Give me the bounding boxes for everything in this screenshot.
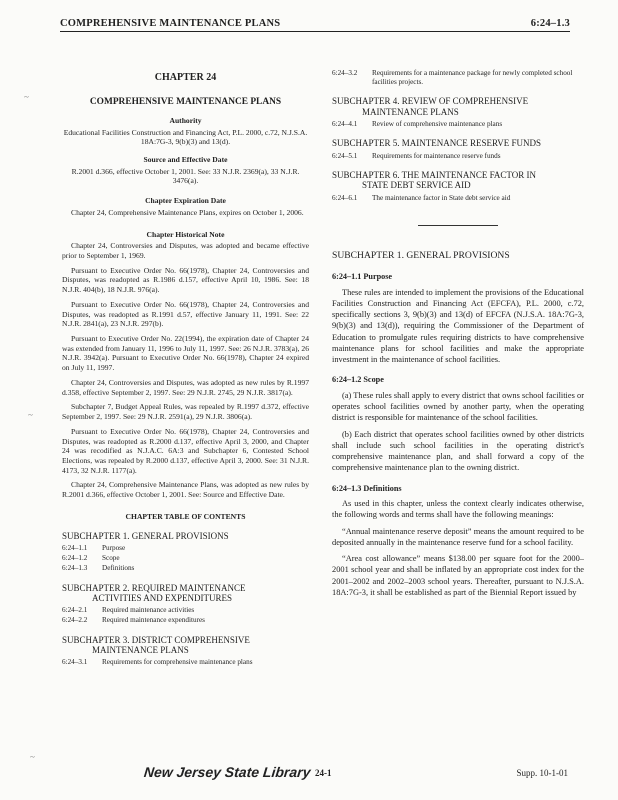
right-column — [332, 68, 584, 603]
library-stamp: New Jersey State Library — [143, 764, 312, 780]
authority-heading: Authority — [169, 115, 202, 125]
header-title: COMPREHENSIVE MAINTENANCE PLANS — [60, 18, 281, 29]
toc-entry: 6:24–2.1 Required maintenance activities — [62, 606, 195, 615]
definition-text: “Area cost allowance” means $138.00 per square foot for the 2000–2001 school year and shall be inflated by an appropriate cost index for the 2001–2002 and 2002–2003 school years. Thereafter, pursuant to N.J.S.A. 18A:7G-3, it shall be established as part of the Biennial Report issued by — [332, 554, 584, 597]
history-paragraph: Pursuant to Executive Order No. 66(1978), Chapter 24, Controversies and Disputes, was readopted as R.2000 d.137, effective April 3, 2000, and Chapter 24 was recodified as N.J.A.C. 6A:3 and Subchapter 6, Contested School Elections, was repealed by R.2000 d.137, effective April 3, 2000. See: 31 N.J.R. 4173, 32 N.J.R. 1177(a). — [62, 426, 309, 475]
section-heading: 6:24–1.1 Purpose — [332, 272, 393, 282]
toc-subchapter-1: SUBCHAPTER 1. GENERAL PROVISIONS — [62, 530, 229, 541]
history-paragraph: Subchapter 7, Budget Appeal Rules, was repealed by R.1997 d.372, effective September 2, 1997. See: 29 N.J.R. 2591(a), 29 N.J.R. 3806(a). — [62, 402, 309, 422]
authority-text: Educational Facilities Construction and Financing Act, P.L. 2000, c.72, N.J.S.A. 18A:7G-3, 9(b)(3) and 13(d). — [63, 127, 308, 147]
section-text: As used in this chapter, unless the context clearly indicates otherwise, the following words and terms shall have the following meanings: — [332, 499, 584, 520]
margin-mark: ~ — [24, 92, 29, 102]
toc-subchapter-5: SUBCHAPTER 5. MAINTENANCE RESERVE FUNDS — [332, 138, 542, 149]
toc-entry: 6:24–4.1 Review of comprehensive maintenance plans — [332, 120, 503, 129]
history-heading: Chapter Historical Note — [146, 229, 225, 239]
running-header — [60, 18, 570, 32]
header-section: 6:24–1.3 — [530, 18, 570, 29]
toc-subchapter-3: SUBCHAPTER 3. DISTRICT COMPREHENSIVE MAINTENANCE PLANS — [62, 634, 250, 656]
section-heading: 6:24–1.2 Scope — [332, 375, 384, 385]
supplement-date: Supp. 10-1-01 — [516, 768, 568, 778]
toc-entry: 6:24–1.3 Definitions — [62, 564, 135, 573]
section-divider — [418, 225, 498, 226]
toc-entry: 6:24–1.2 Scope — [62, 554, 120, 563]
history-paragraph: Pursuant to Executive Order No. 66(1978), Chapter 24, Controversies and Disputes, was readopted as R.1991 d.57, effective January 11, 1991. See: 22 N.J.R. 2841(a), 23 N.J.R. 297(b). — [62, 299, 309, 329]
definition-text: “Annual maintenance reserve deposit” means the amount required to be deposited annually in the maintenance reserve fund for a school facility. — [332, 526, 584, 547]
expiration-heading: Chapter Expiration Date — [145, 196, 226, 206]
section-heading: 6:24–1.3 Definitions — [332, 483, 402, 493]
toc-entry: 6:24–3.1 Requirements for comprehensive maintenance plans — [62, 658, 253, 667]
chapter-number: CHAPTER 24 — [154, 72, 217, 83]
source-heading: Source and Effective Date — [143, 154, 228, 164]
toc-heading: CHAPTER TABLE OF CONTENTS — [125, 511, 246, 521]
toc-entry: 6:24–6.1 The maintenance factor in State debt service aid — [332, 193, 511, 202]
toc-entry: 6:24–3.2 Requirements for a maintenance package for newly completed school facilities projects. — [332, 69, 573, 87]
section-text: (a) These rules shall apply to every district that owns school facilities or operates school facilities owned by another party, when the operating district is responsible for maintenance of the school facilities. — [332, 390, 584, 423]
margin-mark: ~ — [30, 752, 35, 762]
history-paragraph: Pursuant to Executive Order No. 66(1978), Chapter 24, Controversies and Disputes, was readopted as R.1986 d.157, effective April 10, 1986. See: 18 N.J.R. 404(b), 18 N.J.R. 976(a). — [62, 265, 309, 295]
subchapter-heading: SUBCHAPTER 1. GENERAL PROVISIONS — [332, 249, 510, 261]
toc-entry: 6:24–1.1 Purpose — [62, 543, 126, 552]
expiration-text: Chapter 24, Comprehensive Maintenance Plans, expires on October 1, 2006. — [71, 207, 304, 217]
history-paragraph: Chapter 24, Controversies and Disputes, was adopted as new rules by R.1997 d.358, effective September 2, 1997. See: 29 N.J.R. 2745, 29 N.J.R. 3817(a). — [62, 377, 309, 397]
history-paragraph: Chapter 24, Comprehensive Maintenance Plans, was adopted as new rules by R.2001 d.366, effective October 1, 2001. See: Source and Effective Date. — [62, 480, 309, 500]
chapter-title: COMPREHENSIVE MAINTENANCE PLANS — [89, 96, 282, 107]
page-number: 24-1 — [315, 768, 332, 778]
page-footer — [60, 764, 570, 788]
left-column — [62, 70, 309, 669]
section-text: These rules are intended to implement the provisions of the Educational Facilities Construction and Financing Act (EFCFA), P.L. 2000, c.72, specifically sections 3, 9(b)(3) and 13(d) of EFCFA (N.J.S.A. 18A:7G-3, 9(b)(3) and 13(d)), requiring the Commissioner of the Department of Education to promulgate rules requiring districts to have comprehensive maintenance plans for school facilities and make the appropriate investment in the maintenance of school facilities. — [332, 287, 584, 365]
toc-subchapter-4: SUBCHAPTER 4. REVIEW OF COMPREHENSIVE MAINTENANCE PLANS — [332, 96, 529, 117]
history-paragraph: Chapter 24, Controversies and Disputes, was adopted and became effective prior to September 1, 1969. — [62, 241, 309, 261]
margin-mark: ~ — [28, 410, 33, 420]
toc-subchapter-6: SUBCHAPTER 6. THE MAINTENANCE FACTOR IN STATE DEBT SERVICE AID — [332, 169, 537, 191]
history-paragraph: Pursuant to Executive Order No. 22(1994), the expiration date of Chapter 24 was extended from January 11, 1996 to July 11, 1997. See: 26 N.J.R. 3783(a), 26 N.J.R. 3942(a). Pursuant to Executive Order No. 66(1978), Chapter 24 expired on July 11, 1997. — [62, 334, 309, 373]
toc-subchapter-2: SUBCHAPTER 2. REQUIRED MAINTENANCE ACTIVITIES AND EXPENDITURES — [62, 582, 246, 603]
toc-entry: 6:24–2.2 Required maintenance expenditures — [62, 616, 205, 625]
source-text: R.2001 d.366, effective October 1, 2001. See: 33 N.J.R. 2369(a), 33 N.J.R. 3476(a). — [71, 166, 300, 186]
section-text: (b) Each district that operates school facilities owned by other districts shall include such school facilities in the operating district's comprehensive maintenance plan, and shall forward a copy of the comprehensive maintenance plan to the owning district. — [332, 429, 584, 473]
toc-entry: 6:24–5.1 Requirements for maintenance reserve funds — [332, 151, 501, 160]
